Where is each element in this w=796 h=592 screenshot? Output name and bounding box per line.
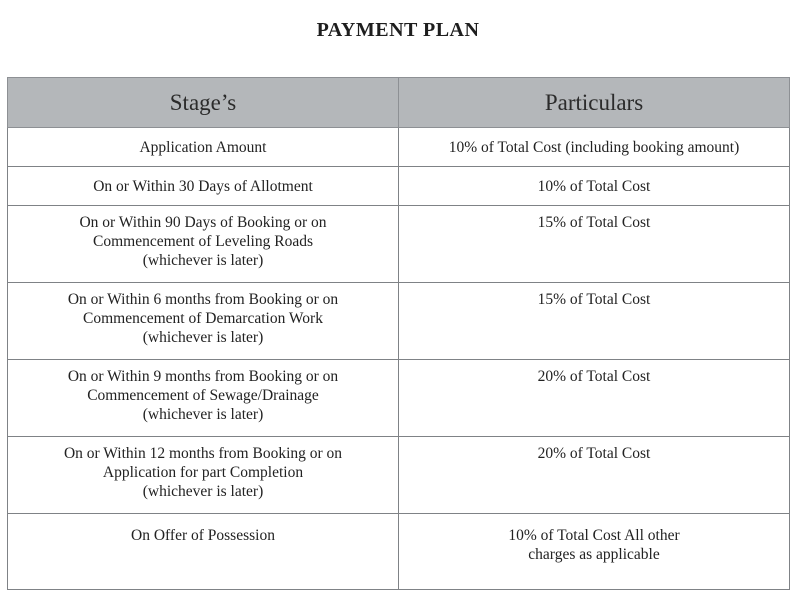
stage-text: On or Within 12 months from Booking or on: [63, 445, 343, 462]
stage-text: (whichever is later): [142, 406, 264, 423]
page-title: PAYMENT PLAN: [316, 19, 480, 41]
table-row: [8, 167, 790, 206]
stage-cell: [8, 514, 399, 590]
stage-text: On or Within 9 months from Booking or on: [67, 368, 339, 385]
table-row: [8, 128, 790, 167]
stage-text: (whichever is later): [142, 483, 264, 500]
particulars-text: 10% of Total Cost All other: [508, 527, 680, 544]
stage-text: On or Within 90 Days of Booking or on: [79, 214, 327, 231]
particulars-text: charges as applicable: [528, 546, 660, 563]
stage-text: Commencement of Leveling Roads: [93, 233, 313, 250]
particulars-cell: [399, 514, 790, 590]
particulars-cell: [399, 128, 790, 167]
particulars-text: 15% of Total Cost: [537, 214, 651, 231]
stage-cell: [8, 437, 399, 514]
particulars-text: 20% of Total Cost: [537, 368, 651, 385]
particulars-text: 15% of Total Cost: [537, 291, 651, 308]
stage-text: (whichever is later): [142, 252, 264, 269]
table-header-row: [8, 78, 790, 128]
stage-cell: [8, 206, 399, 283]
stage-cell: [8, 360, 399, 437]
particulars-text: 20% of Total Cost: [537, 445, 651, 462]
table-row: [8, 514, 790, 590]
stage-text: On or Within 30 Days of Allotment: [93, 177, 313, 195]
stage-text: Application Amount: [139, 138, 267, 156]
table-row: [8, 437, 790, 514]
payment-plan-table: [7, 77, 790, 590]
stage-cell: [8, 128, 399, 167]
column-header-stage: Stage’s: [8, 78, 399, 128]
stage-text: On or Within 6 months from Booking or on: [67, 291, 339, 308]
table-row: [8, 206, 790, 283]
column-header-particulars: Particulars: [399, 78, 790, 128]
particulars-text: 10% of Total Cost (including booking amount): [448, 138, 740, 156]
stage-cell: [8, 167, 399, 206]
stage-text: Commencement of Demarcation Work: [83, 310, 323, 327]
particulars-cell: [399, 437, 790, 514]
particulars-cell: [399, 206, 790, 283]
particulars-text: 10% of Total Cost: [537, 177, 651, 195]
table-row: [8, 283, 790, 360]
particulars-cell: [399, 167, 790, 206]
particulars-cell: [399, 283, 790, 360]
stage-text: (whichever is later): [142, 329, 264, 346]
stage-text: On Offer of Possession: [131, 527, 275, 544]
stage-text: Application for part Completion: [102, 464, 304, 481]
table-row: [8, 360, 790, 437]
stage-text: Commencement of Sewage/Drainage: [87, 387, 319, 404]
particulars-cell: [399, 360, 790, 437]
stage-cell: [8, 283, 399, 360]
